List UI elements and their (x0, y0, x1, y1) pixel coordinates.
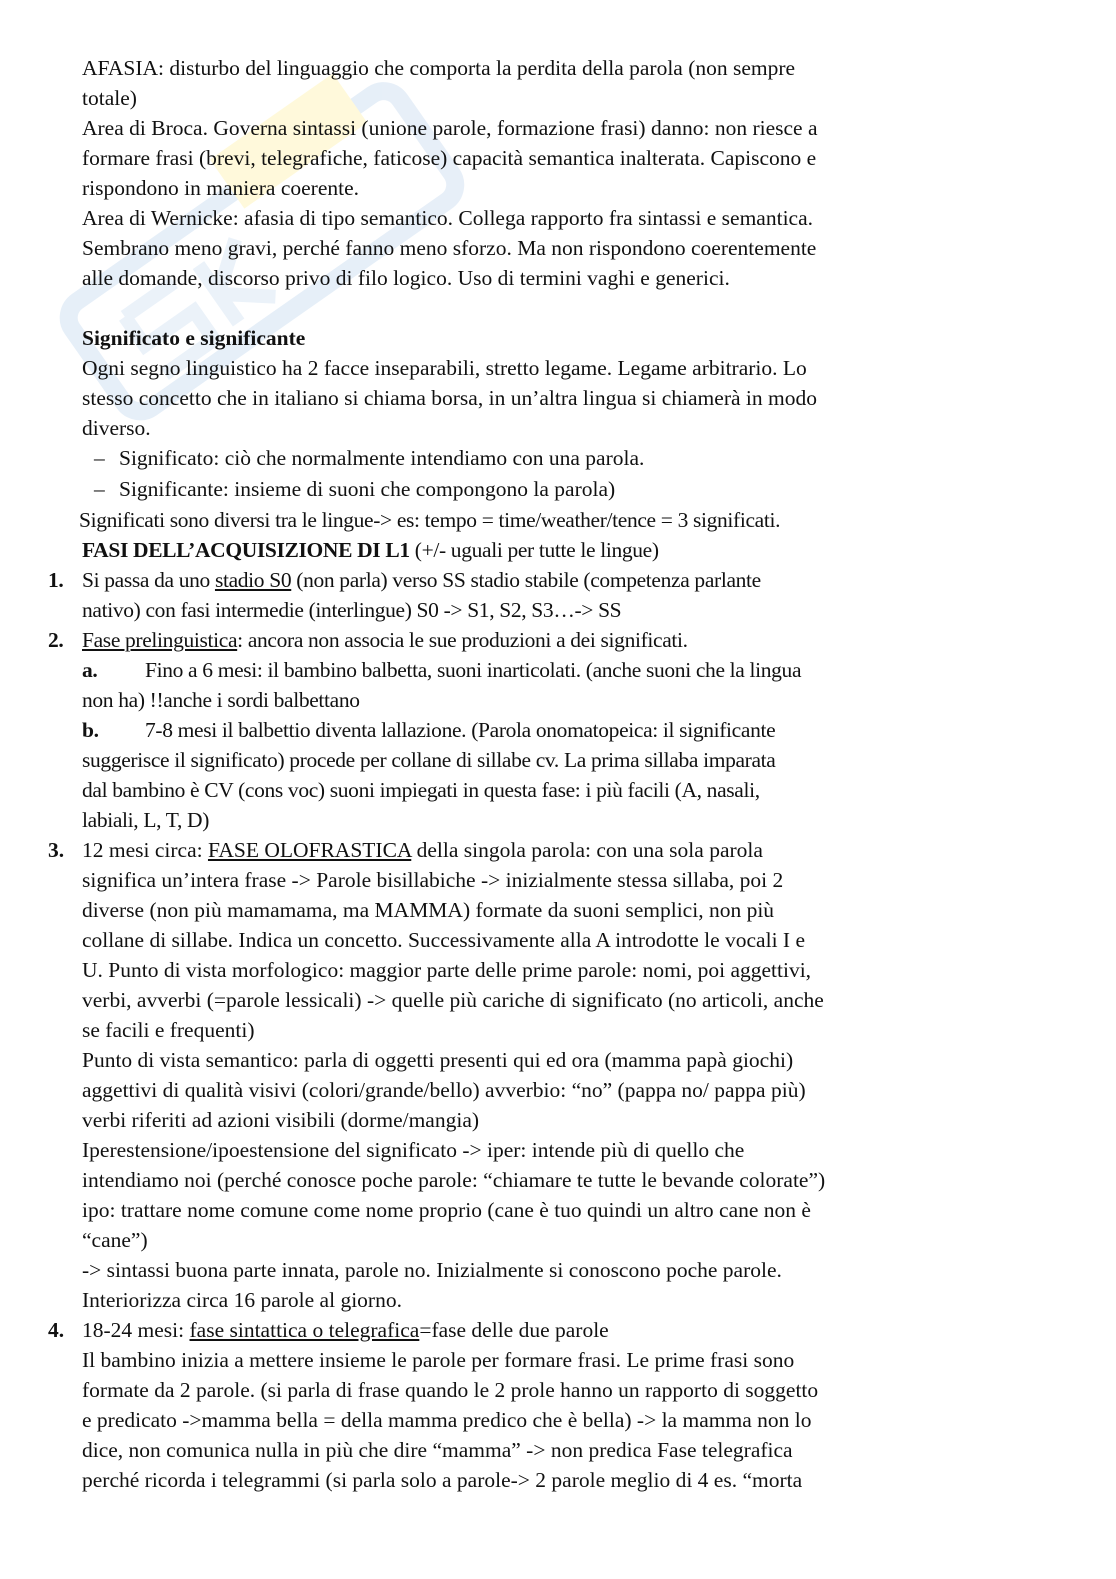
text-segment: rispondono in maniera coerente. (82, 176, 360, 200)
text-line (0, 293, 1116, 323)
text-segment: se facili e frequenti) (82, 1018, 255, 1042)
section-heading (0, 323, 1116, 353)
text-segment: verbi, avverbi (=parole lessicali) -> quelle più cariche di significato (no articoli, anche (82, 988, 824, 1012)
text-segment: labiali, L, T, D) (82, 808, 209, 832)
numbered-item (0, 1315, 1116, 1345)
text-segment: verbi riferiti ad azioni visibili (dorme/mangia) (82, 1108, 480, 1132)
text-segment: 18-24 mesi: (82, 1318, 190, 1342)
text-segment: Si passa da uno (82, 568, 215, 592)
underlined-text: fase sintattica o telegrafica (189, 1318, 420, 1342)
text-segment: Significato: ciò che normalmente intendiamo con una parola. (119, 446, 645, 470)
text-segment: stesso concetto che in italiano si chiama borsa, in un’altra lingua si chiamerà in modo (82, 386, 817, 410)
text-segment: (+/- uguali per tutte le lingue) (409, 538, 659, 562)
document-body (0, 53, 1116, 1495)
text-line (0, 685, 1116, 715)
text-line (0, 595, 1116, 625)
text-line (0, 925, 1116, 955)
text-segment: U. Punto di vista morfologico: maggior parte delle prime parole: nomi, poi aggettivi, (82, 958, 812, 982)
numbered-item (0, 625, 1116, 655)
text-segment: Iperestensione/ipoestensione del significato -> iper: intende più di quello che (82, 1138, 745, 1162)
text-segment: dal bambino è CV (cons voc) suoni impiegati in questa fase: i più facili (A, nasali, (82, 778, 760, 802)
text-segment: alle domande, discorso privo di filo logico. Uso di termini vaghi e generici. (82, 266, 730, 290)
text-line (0, 113, 1116, 143)
text-line (0, 895, 1116, 925)
text-line (0, 1195, 1116, 1225)
text-line (0, 1405, 1116, 1435)
bullet-item (0, 474, 1116, 505)
list-number: 1. (48, 568, 64, 592)
text-segment: Sembrano meno gravi, perché fanno meno sforzo. Ma non rispondono coerentemente (82, 236, 817, 260)
text-segment: Significati sono diversi tra le lingue-> es: tempo = time/weather/tence = 3 significati. (79, 508, 781, 532)
text-line (0, 53, 1116, 83)
text-line (0, 1225, 1116, 1255)
text-segment: Area di Broca. Governa sintassi (unione parole, formazione frasi) danno: non riesce a (82, 116, 818, 140)
text-line (0, 1165, 1116, 1195)
text-line (0, 173, 1116, 203)
text-line (0, 233, 1116, 263)
text-line (0, 1105, 1116, 1135)
text-line (0, 1465, 1116, 1495)
bullet-dash: – (94, 446, 105, 470)
text-segment: -> sintassi buona parte innata, parole no. Inizialmente si conoscono poche parole. (82, 1258, 782, 1282)
text-line (0, 1045, 1116, 1075)
text-segment: collane di sillabe. Indica un concetto. Successivamente alla A introdotte le vocali I e (82, 928, 805, 952)
text-segment: =fase delle due parole (419, 1318, 609, 1342)
text-line (0, 1345, 1116, 1375)
text-line (0, 83, 1116, 113)
text-line (0, 1135, 1116, 1165)
text-line (0, 745, 1116, 775)
text-line (0, 775, 1116, 805)
list-number: 2. (48, 628, 64, 652)
text-line (0, 865, 1116, 895)
text-line (0, 1015, 1116, 1045)
text-segment: intendiamo noi (perché conosce poche parole: “chiamare te tutte le bevande colorate”) (82, 1168, 826, 1192)
text-segment: 12 mesi circa: (82, 838, 208, 862)
text-segment: Ogni segno linguistico ha 2 facce inseparabili, stretto legame. Legame arbitrario. Lo (82, 356, 807, 380)
text-line (0, 1075, 1116, 1105)
text-line (0, 1375, 1116, 1405)
text-segment: non ha) !!anche i sordi balbettano (82, 688, 360, 712)
numbered-item (0, 835, 1116, 865)
text-segment: dice, non comunica nulla in più che dire “mamma” -> non predica Fase telegrafica (82, 1438, 793, 1462)
text-line (0, 143, 1116, 173)
text-segment: aggettivi di qualità visivi (colori/grande/bello) avverbio: “no” (pappa no/ pappa più) (82, 1078, 806, 1102)
text-segment: e predicato ->mamma bella = della mamma predico che è bella) -> la mamma non lo (82, 1408, 812, 1432)
text-segment: Punto di vista semantico: parla di oggetti presenti qui ed ora (mamma papà giochi) (82, 1048, 794, 1072)
underlined-text: stadio S0 (214, 568, 292, 592)
bold-text: FASI DELL’ACQUISIZIONE DI L1 (82, 538, 410, 562)
text-segment: significa un’intera frase -> Parole bisillabiche -> inizialmente stessa sillaba, poi 2 (82, 868, 784, 892)
text-line (0, 1435, 1116, 1465)
text-line (0, 955, 1116, 985)
text-segment: diverso. (82, 416, 151, 440)
text-line (0, 985, 1116, 1015)
text-line (0, 655, 1116, 685)
text-line (0, 383, 1116, 413)
bullet-item (0, 443, 1116, 474)
text-line (0, 1255, 1116, 1285)
text-line (0, 535, 1116, 565)
text-segment: formate da 2 parole. (si parla di frase quando le 2 prole hanno un rapporto di soggetto (82, 1378, 819, 1402)
sub-list-letter: b. (82, 718, 99, 742)
list-number: 4. (48, 1318, 65, 1342)
underlined-text: Fase prelinguistica (82, 628, 238, 652)
text-segment: perché ricorda i telegrammi (si parla solo a parole-> 2 parole meglio di 4 es. “morta (82, 1468, 803, 1492)
underlined-text: FASE OLOFRASTICA (207, 838, 412, 862)
text-segment: Il bambino inizia a mettere insieme le parole per formare frasi. Le prime frasi sono (82, 1348, 795, 1372)
text-segment: nativo) con fasi intermedie (interlingue) S0 -> S1, S2, S3…-> SS (82, 598, 622, 622)
text-segment: Fino a 6 mesi: il bambino balbetta, suoni inarticolati. (anche suoni che la lingua (145, 658, 802, 682)
text-line (0, 353, 1116, 383)
text-segment: 7-8 mesi il balbettio diventa lallazione. (Parola onomatopeica: il significante (145, 718, 776, 742)
text-segment: AFASIA: disturbo del linguaggio che comporta la perdita della parola (non sempre (82, 56, 796, 80)
text-line (0, 203, 1116, 233)
numbered-item (0, 565, 1116, 595)
text-segment: : ancora non associa le sue produzioni a dei significati. (237, 628, 688, 652)
text-line (0, 413, 1116, 443)
text-line (0, 263, 1116, 293)
text-segment: totale) (82, 86, 137, 110)
text-segment: Significante: insieme di suoni che compongono la parola) (119, 477, 616, 501)
text-line (0, 715, 1116, 745)
list-number: 3. (48, 838, 65, 862)
text-segment: (non parla) verso SS stadio stabile (competenza parlante (291, 568, 761, 592)
text-segment: della singola parola: con una sola parola (411, 838, 763, 862)
text-segment: Interiorizza circa 16 parole al giorno. (82, 1288, 402, 1312)
bullet-dash: – (94, 477, 105, 501)
text-segment: suggerisce il significato) procede per collane di sillabe cv. La prima sillaba imparata (82, 748, 776, 772)
text-segment: ipo: trattare nome comune come nome proprio (cane è tuo quindi un altro cane non è (82, 1198, 811, 1222)
text-line (0, 505, 1116, 535)
text-segment: diverse (non più mamamama, ma MAMMA) formate da suoni semplici, non più (82, 898, 775, 922)
text-segment: Area di Wernicke: afasia di tipo semantico. Collega rapporto fra sintassi e semantica. (82, 206, 814, 230)
text-line (0, 1285, 1116, 1315)
sub-list-letter: a. (82, 658, 98, 682)
text-segment: “cane”) (82, 1228, 148, 1252)
text-line (0, 805, 1116, 835)
bold-text: Significato e significante (82, 326, 306, 350)
text-segment: formare frasi (brevi, telegrafiche, faticose) capacità semantica inalterata. Capiscono e (82, 146, 817, 170)
